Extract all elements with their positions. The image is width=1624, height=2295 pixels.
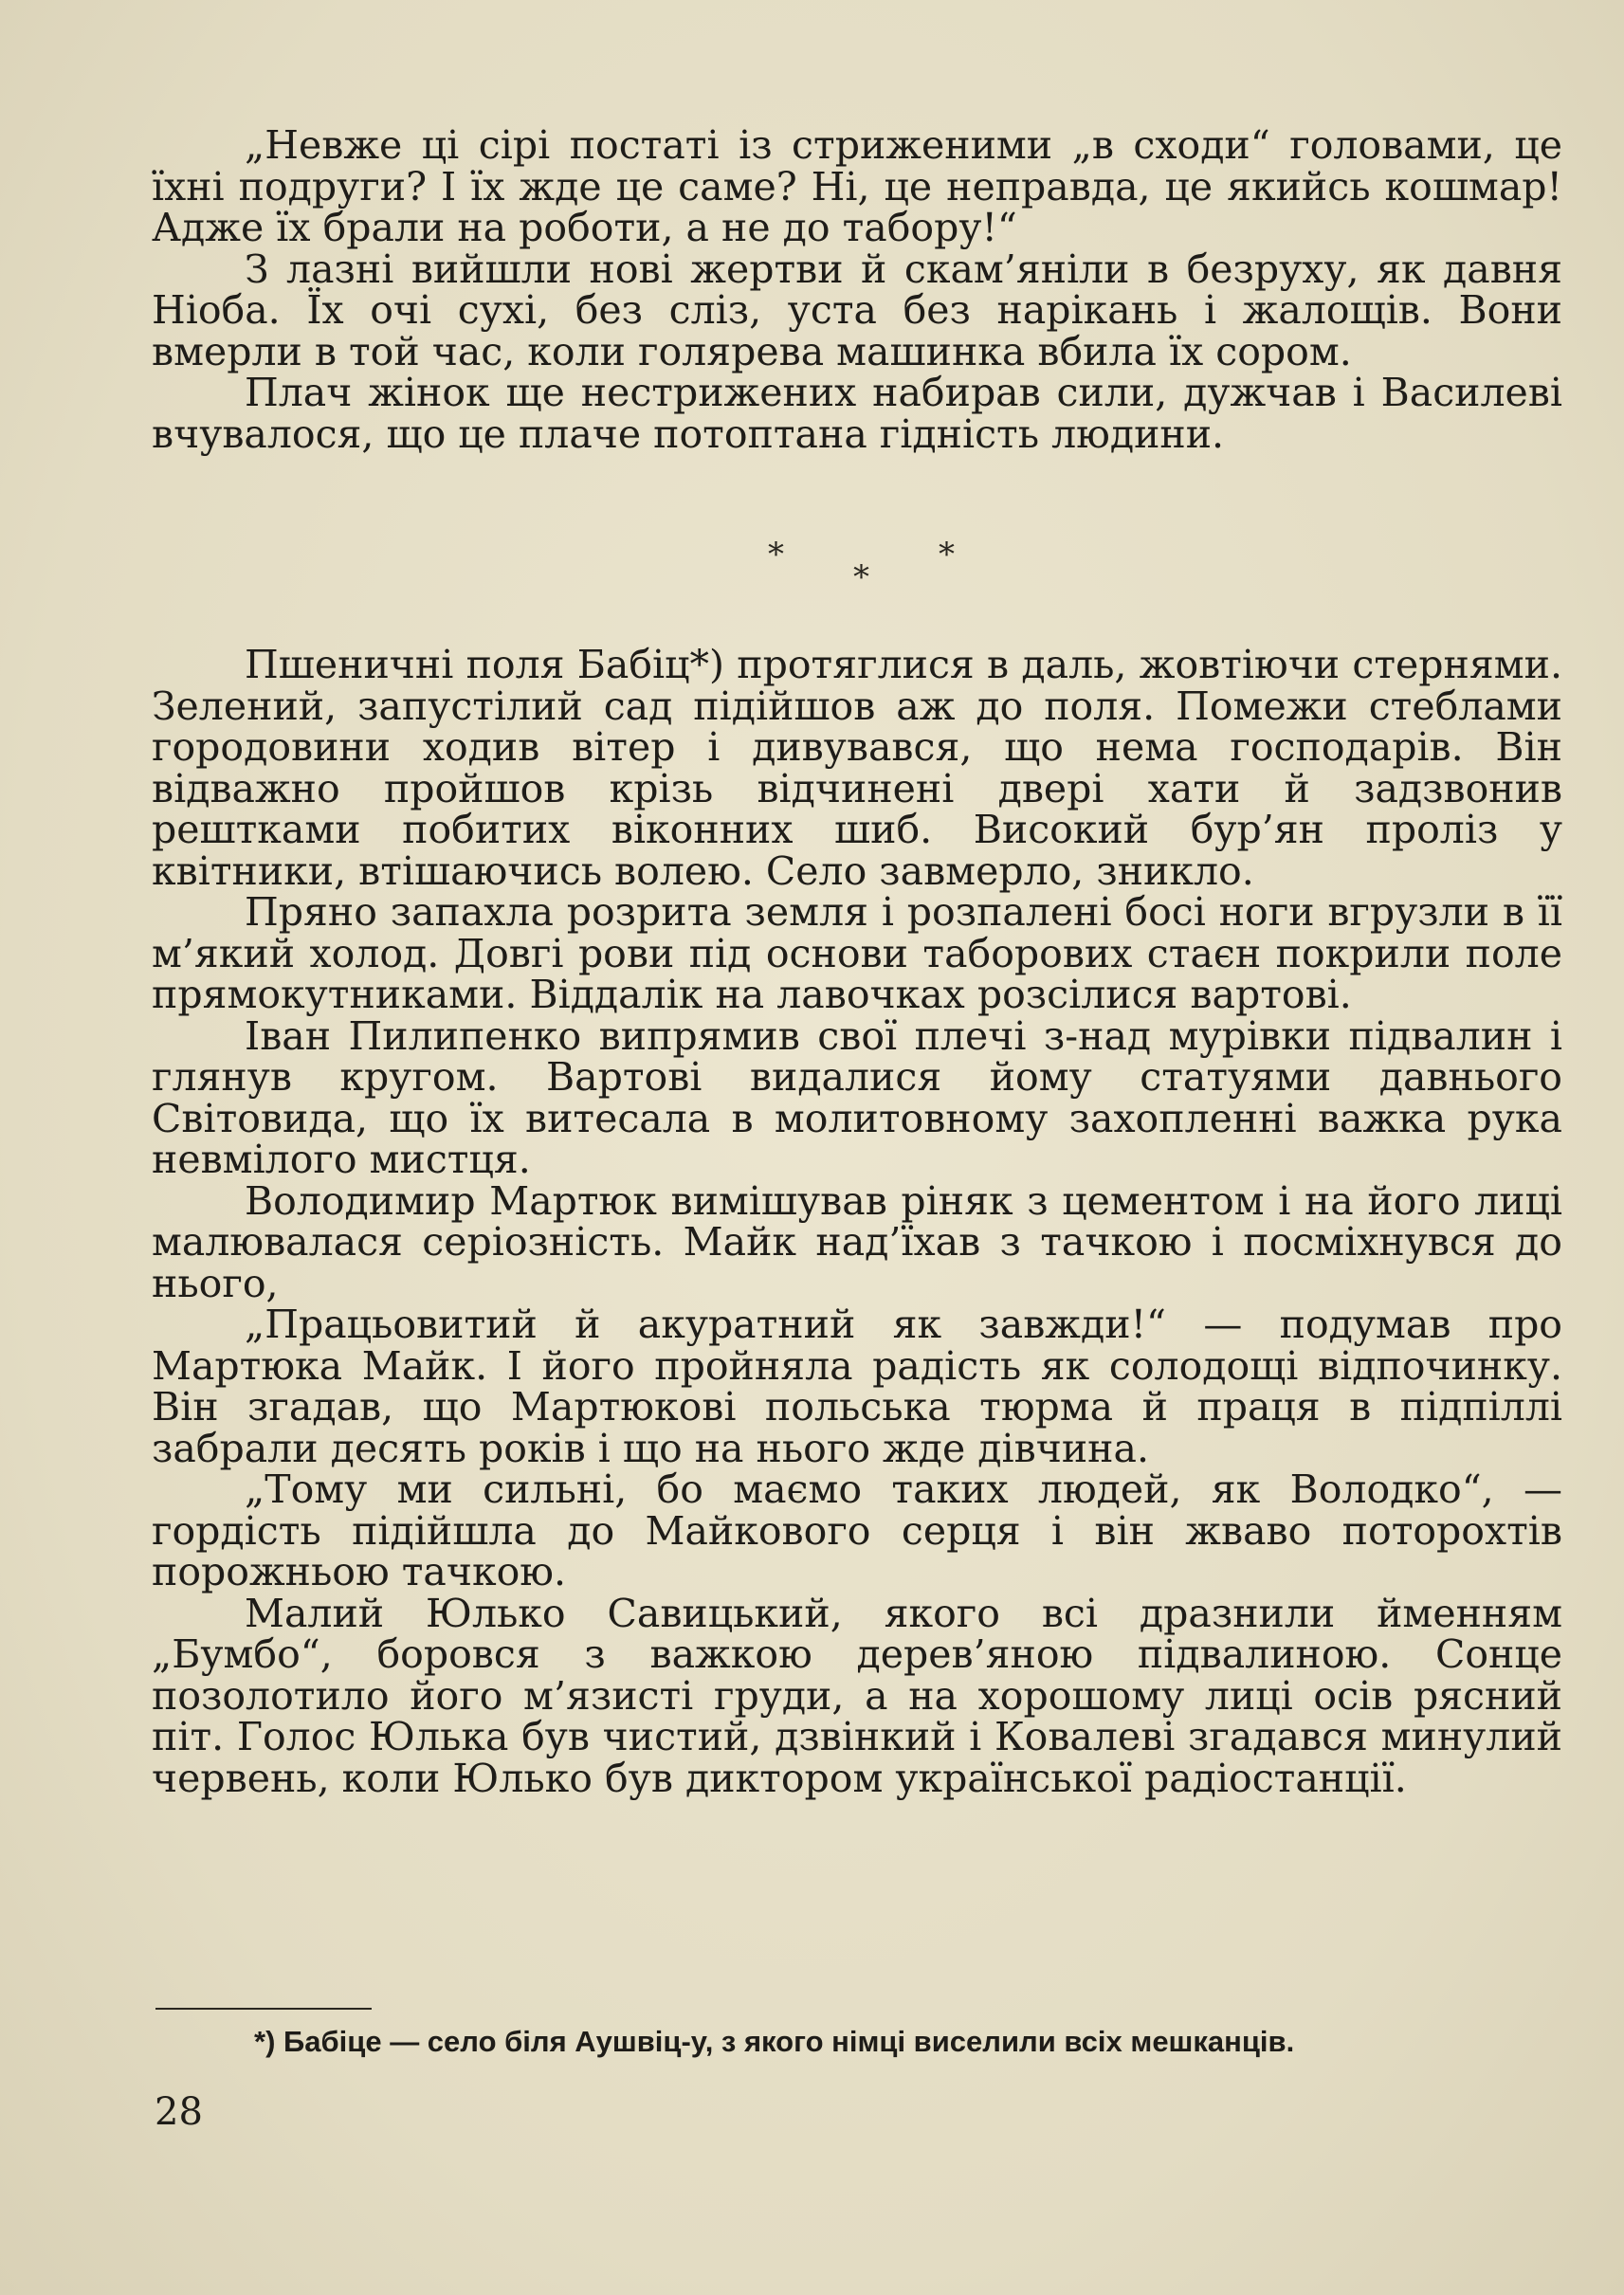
paragraph: Пряно запахла розрита земля і розпалені босі ноги вгрузли в її м’який холод. Довгі рови під основи таборових стаєн покрили поле прямокутниками. Віддалік на лавочках розсілися вартові. — [152, 889, 1562, 1017]
paragraph: Володимир Мартюк вимішував ріняк з цементом і на його лиці малювалася серіозність. Майк над’їхав з тачкою і посміхнувся до нього, — [152, 1177, 1562, 1306]
main-text-block — [152, 642, 1562, 1801]
paragraph: Іван Пилипенко випрямив свої плечі з-над мурівки підвалин і глянув кругом. Вартові видалися йому статуями давнього Світовида, що їх витесала в молитовному захопленні важка рука невмілого мистця. — [152, 1012, 1562, 1182]
top-text-block — [152, 122, 1562, 457]
paragraph: З лазні вийшли нові жертви й скам’яніли в безруху, як давня Ніоба. Їх очі сухі, без сліз, уста без нарікань і жалощів. Вони вмерли в той час, коли голярева машинка вбила їх сором. — [152, 246, 1562, 374]
separator-star: * — [939, 536, 955, 574]
paragraph: „Невже ці сірі постаті із стриженими „в сходи“ головами, це їхні подруги? І їх жде це саме? Ні, це неправда, це якийсь кошмар! Адже їх брали на роботи, а не до табору!“ — [152, 122, 1562, 250]
separator-star: * — [853, 558, 869, 596]
separator-star: * — [768, 536, 784, 574]
footnote-divider — [155, 2008, 372, 2010]
paragraph: „Працьовитий й акуратний як завжди!“ — подумав про Мартюка Майк. І його пройняла радість як солодощі відпочинку. Він згадав, що Мартюкові польська тюрма й праця в підпіллі забрали десять років і що на нього жде дівчина. — [152, 1302, 1562, 1471]
section-separator — [739, 536, 967, 596]
footnote: *) Бабіце — село біля Аушвіц-у, з якого німці виселили всіх мешканців. — [254, 2025, 1295, 2058]
paragraph: Плач жінок ще нестрижених набирав сили, дужчав і Василеві вчувалося, що це плаче потоптана гідність людини. — [152, 370, 1562, 457]
page-number: 28 — [155, 2090, 203, 2134]
paragraph: „Тому ми сильні, бо маємо таких людей, як Володко“, — гордість підійшла до Майкового серця і він жваво поторохтів порожньою тачкою. — [152, 1466, 1562, 1594]
paragraph: Пшеничні поля Бабіц*) протяглися в даль, жовтіючи стернями. Зелений, запустілий сад підійшов аж до поля. Помежи стеблами городовини ходив вітер і дивувався, що нема господарів. Він відважно пройшов крізь відчинені двері хати й задзвонив рештками побитих віконних шиб. Високий бур’ян проліз у квітники, втішаючись волею. Село завмерло, зникло. — [152, 642, 1562, 894]
paragraph: Малий Юлько Савицький, якого всі дразнили йменням „Бумбо“, боровся з важкою дерев’яною підвалиною. Сонце позолотило його м’язисті груди, а на хорошому лиці осів рясний піт. Голос Юлька був чистий, дзвінкий і Ковалеві згадався минулий червень, коли Юлько був диктором української радіостанції. — [152, 1590, 1562, 1801]
